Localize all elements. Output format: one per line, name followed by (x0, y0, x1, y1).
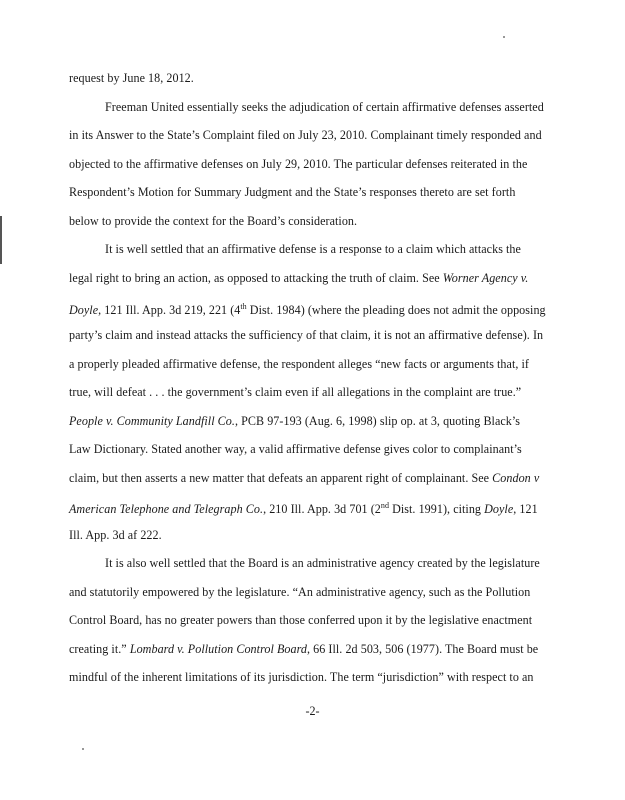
text-line: Law Dictionary. Stated another way, a valid affirmative defense gives color to complainant’s (69, 442, 522, 456)
text-line: mindful of the inherent limitations of its jurisdiction. The term “jurisdiction” with respect to an (69, 670, 534, 684)
case-citation: American Telephone and Telegraph Co. (69, 502, 264, 517)
text-line: below to provide the context for the Board’s consideration. (69, 214, 358, 228)
text-line: creating it.” Lombard v. Pollution Control Board, 66 Ill. 2d 503, 506 (1977). The Board must be (69, 642, 539, 656)
text-line: Control Board, has no greater powers than those conferred upon it by the legislative enactment (69, 613, 533, 627)
paragraph-first-line: It is also well settled that the Board is an administrative agency created by the legislature (105, 556, 540, 570)
case-citation: Doyle (484, 502, 514, 517)
text-line: Doyle, 121 Ill. App. 3d 219, 221 (4th Dist. 1984) (where the pleading does not admit the opposing (69, 302, 546, 318)
text-line: a properly pleaded affirmative defense, the respondent alleges “new facts or arguments that, if (69, 357, 529, 371)
case-citation: Doyle (69, 303, 99, 318)
text-line: objected to the affirmative defenses on July 29, 2010. The particular defenses reiterated in the (69, 157, 528, 171)
text-line: legal right to bring an action, as opposed to attacking the truth of claim. See Worner Agency v. (69, 271, 529, 285)
scan-speck (82, 748, 84, 750)
page-number: -2- (305, 704, 320, 718)
case-citation: People v. Community Landfill Co. (69, 414, 235, 428)
case-citation: Lombard v. Pollution Control Board (129, 642, 307, 656)
text-line: request by June 18, 2012. (69, 71, 194, 85)
text-line: Ill. App. 3d af 222. (69, 528, 162, 542)
text-line: Respondent’s Motion for Summary Judgment and the State’s responses thereto are set forth (69, 185, 516, 199)
text-line: People v. Community Landfill Co., PCB 97-193 (Aug. 6, 1998) slip op. at 3, quoting Black’s (69, 414, 521, 428)
text-line: and statutorily empowered by the legislature. “An administrative agency, such as the Pollution (69, 585, 531, 599)
paragraph-first-line: Freeman United essentially seeks the adjudication of certain affirmative defenses asserted (105, 100, 544, 114)
text-line: in its Answer to the State’s Complaint filed on July 23, 2010. Complainant timely responded and (69, 128, 542, 142)
text-line: American Telephone and Telegraph Co., 210 Ill. App. 3d 701 (2nd Dist. 1991), citing Doyle, 121 (69, 501, 538, 517)
paragraph-first-line: It is well settled that an affirmative defense is a response to a claim which attacks the (105, 242, 521, 256)
text-line: party’s claim and instead attacks the sufficiency of that claim, it is not an affirmative defense). In (69, 328, 544, 342)
scan-speck (503, 36, 505, 38)
case-citation: Condon v (492, 471, 540, 485)
case-citation: Worner Agency v. (442, 271, 529, 285)
text-line: claim, but then asserts a new matter that defeats an apparent right of complainant. See Condon v (69, 471, 540, 485)
scan-edge-mark (0, 216, 2, 264)
text-line: true, will defeat . . . the government’s claim even if all allegations in the complaint are true.” (69, 385, 522, 399)
